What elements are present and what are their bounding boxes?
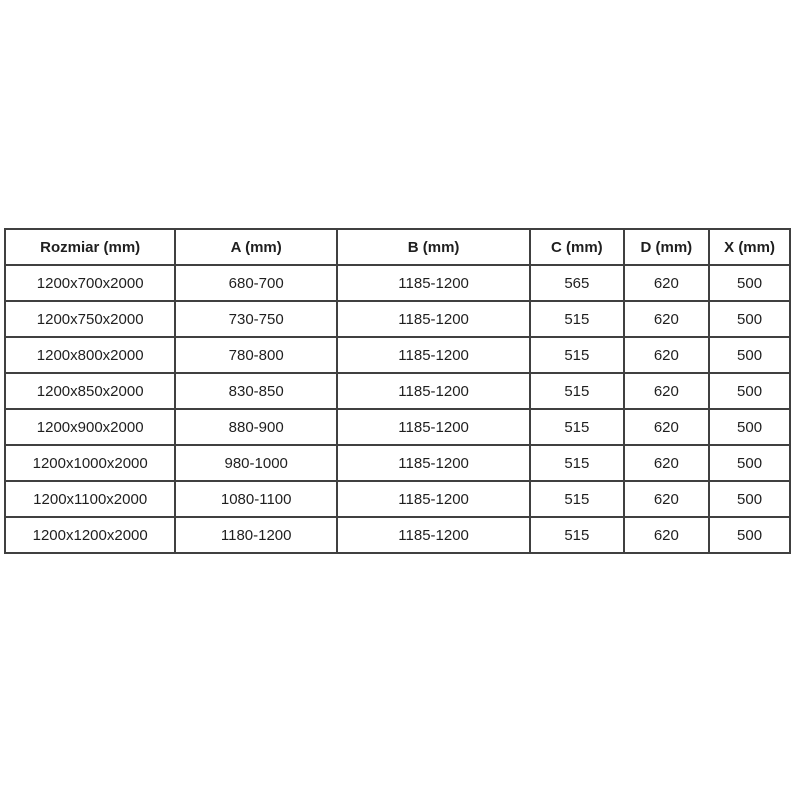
table-cell: 500: [709, 301, 790, 337]
table-cell: 830-850: [175, 373, 337, 409]
table-cell: 620: [624, 445, 710, 481]
table-cell: 1185-1200: [337, 481, 530, 517]
table-row: [5, 337, 790, 373]
table-cell: 1080-1100: [175, 481, 337, 517]
table-cell: 730-750: [175, 301, 337, 337]
dimensions-table-container: [4, 228, 791, 554]
table-row: [5, 517, 790, 553]
table-cell: 515: [530, 517, 623, 553]
table-cell: 620: [624, 517, 710, 553]
table-cell: 1200x850x2000: [5, 373, 175, 409]
table-cell: 1200x750x2000: [5, 301, 175, 337]
table-cell: 1185-1200: [337, 301, 530, 337]
table-row: [5, 301, 790, 337]
table-cell: 500: [709, 373, 790, 409]
table-cell: 500: [709, 481, 790, 517]
table-cell: 1200x800x2000: [5, 337, 175, 373]
column-header: B (mm): [337, 229, 530, 265]
table-cell: 1185-1200: [337, 373, 530, 409]
table-cell: 500: [709, 517, 790, 553]
table-cell: 880-900: [175, 409, 337, 445]
table-cell: 1185-1200: [337, 265, 530, 301]
table-cell: 620: [624, 265, 710, 301]
column-header: Rozmiar (mm): [5, 229, 175, 265]
table-cell: 500: [709, 265, 790, 301]
table-cell: 565: [530, 265, 623, 301]
table-row: [5, 373, 790, 409]
column-header: X (mm): [709, 229, 790, 265]
dimensions-table: [4, 228, 791, 554]
table-cell: 1180-1200: [175, 517, 337, 553]
table-cell: 500: [709, 409, 790, 445]
table-cell: 620: [624, 373, 710, 409]
table-row: [5, 481, 790, 517]
table-cell: 1200x1200x2000: [5, 517, 175, 553]
table-cell: 500: [709, 445, 790, 481]
header-row: [5, 229, 790, 265]
table-cell: 780-800: [175, 337, 337, 373]
table-cell: 515: [530, 481, 623, 517]
column-header: D (mm): [624, 229, 710, 265]
table-cell: 515: [530, 445, 623, 481]
table-cell: 515: [530, 409, 623, 445]
table-cell: 620: [624, 337, 710, 373]
table-cell: 620: [624, 481, 710, 517]
table-row: [5, 445, 790, 481]
table-cell: 515: [530, 373, 623, 409]
table-cell: 1200x1000x2000: [5, 445, 175, 481]
column-header: C (mm): [530, 229, 623, 265]
table-cell: 980-1000: [175, 445, 337, 481]
table-cell: 1200x900x2000: [5, 409, 175, 445]
table-cell: 620: [624, 301, 710, 337]
table-cell: 1200x1100x2000: [5, 481, 175, 517]
column-header: A (mm): [175, 229, 337, 265]
table-row: [5, 265, 790, 301]
table-cell: 1200x700x2000: [5, 265, 175, 301]
table-cell: 515: [530, 301, 623, 337]
table-cell: 1185-1200: [337, 517, 530, 553]
table-cell: 620: [624, 409, 710, 445]
table-cell: 1185-1200: [337, 409, 530, 445]
table-cell: 500: [709, 337, 790, 373]
table-cell: 1185-1200: [337, 445, 530, 481]
table-cell: 1185-1200: [337, 337, 530, 373]
table-cell: 680-700: [175, 265, 337, 301]
table-row: [5, 409, 790, 445]
table-cell: 515: [530, 337, 623, 373]
